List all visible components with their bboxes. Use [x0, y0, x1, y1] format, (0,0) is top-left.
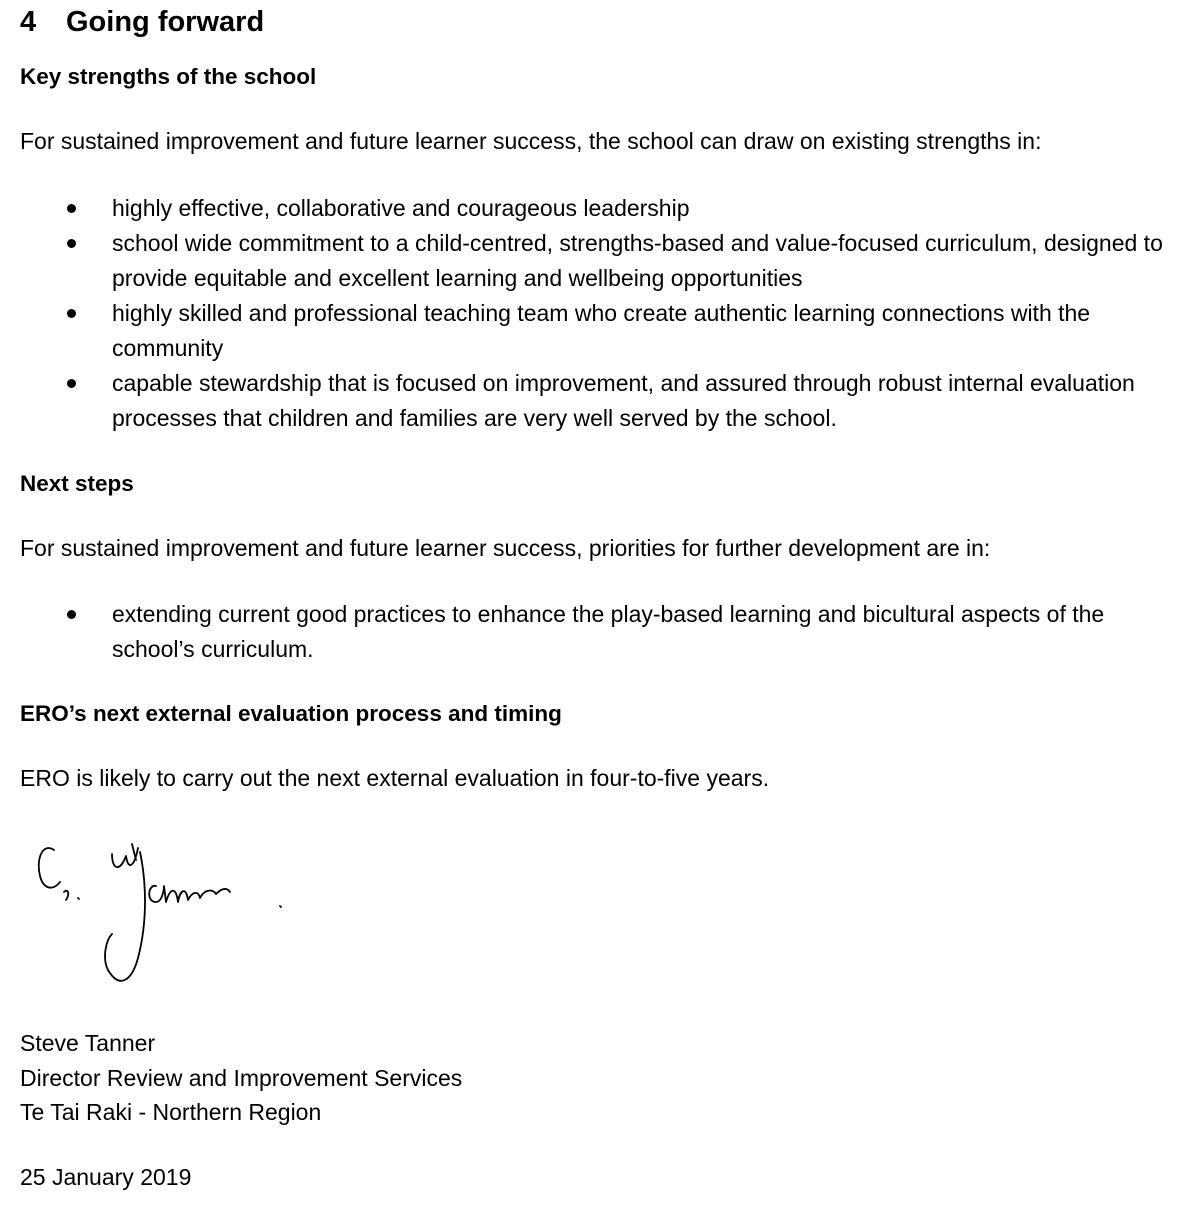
list-item — [20, 296, 1185, 366]
list-item — [20, 226, 1185, 296]
bullet-icon — [67, 239, 76, 248]
strengths-list — [20, 191, 1185, 436]
list-item — [20, 191, 1185, 226]
list-item-text: school wide commitment to a child-centred, strengths-based and value-focused curriculum, designed to provide equitable and excellent learning and wellbeing opportunities — [112, 230, 1163, 291]
evaluation-heading: ERO’s next external evaluation process and timing — [20, 701, 562, 726]
list-item-text: highly effective, collaborative and courageous leadership — [112, 195, 690, 221]
signatory-role: Director Review and Improvement Services — [20, 1065, 463, 1091]
section-number: 4 — [20, 6, 37, 38]
bullet-icon — [67, 204, 76, 213]
next-steps-heading: Next steps — [20, 471, 134, 496]
next-steps-list — [20, 597, 1185, 667]
signatory-region: Te Tai Raki - Northern Region — [20, 1099, 322, 1125]
list-item-text: capable stewardship that is focused on improvement, and assured through robust internal evaluation processes that children and families are very well served by the school. — [112, 370, 1135, 431]
bullet-icon — [67, 309, 76, 318]
section-heading — [20, 2, 264, 42]
report-date: 25 January 2019 — [20, 1164, 192, 1190]
list-item-text: highly skilled and professional teaching team who create authentic learning connections with the community — [112, 300, 1091, 361]
strengths-heading: Key strengths of the school — [20, 64, 317, 89]
bullet-icon — [67, 379, 76, 388]
list-item — [20, 597, 1185, 667]
strengths-intro: For sustained improvement and future learner success, the school can draw on existing strengths in: — [20, 128, 1042, 154]
signatory-name: Steve Tanner — [20, 1030, 156, 1056]
signature-image — [28, 830, 318, 1000]
evaluation-text: ERO is likely to carry out the next external evaluation in four-to-five years. — [20, 765, 770, 791]
list-item-text: extending current good practices to enhance the play-based learning and bicultural aspects of the school’s curriculum. — [112, 601, 1105, 662]
bullet-icon — [67, 610, 76, 619]
next-steps-intro: For sustained improvement and future learner success, priorities for further development are in: — [20, 535, 991, 561]
section-title: Going forward — [66, 6, 265, 38]
list-item — [20, 366, 1185, 436]
